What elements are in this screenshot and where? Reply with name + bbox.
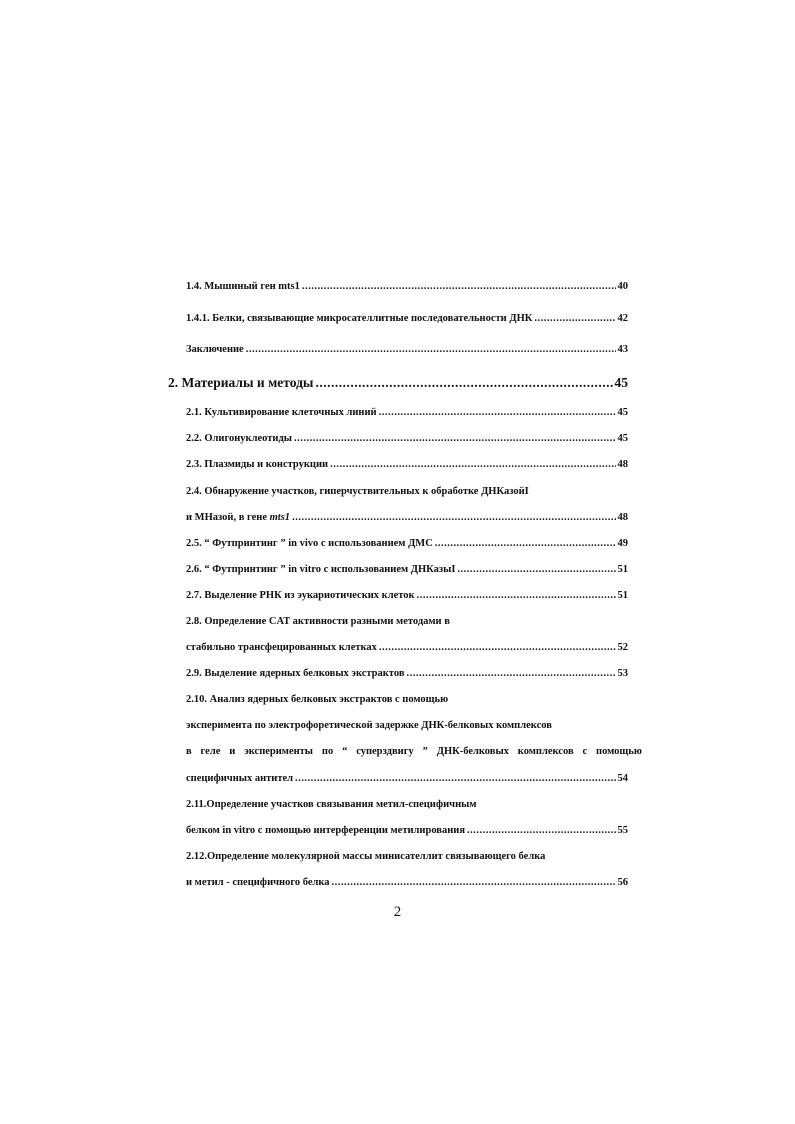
word: эксперименты [244,746,314,757]
page-number: 2 [393,904,402,920]
toc-entry-2-12-line1: 2.12.Определение молекулярной массы минисателлит связывающего белка [186,851,546,862]
toc-entry-2-10 [186,772,628,786]
word: ” [422,746,428,757]
toc-entry-2-10-line2: эксперимента по электрофоретической задержке ДНК-белковых комплексов [186,720,552,731]
toc-entry-page: 40 [617,281,628,292]
toc-entry-2-11 [186,824,628,838]
toc-entry-title: 2.3. Плазмиды и конструкции [186,459,329,470]
toc-entry-2-4 [186,511,628,525]
toc-chapter-2 [168,374,628,392]
toc-entry-1-4-1 [186,312,628,326]
toc-entry-2-8-line1: 2.8. Определение CAT активности разными методами в [186,616,450,627]
word: помощью [596,746,642,757]
toc-leader-dots [457,563,615,577]
word: и [229,746,236,757]
toc-leader-dots [379,406,616,420]
toc-entry-title: и метил - специфичного белка [186,877,330,888]
toc-entry-page: 45 [617,407,628,418]
toc-leader-dots [315,374,612,392]
toc-leader-dots [534,312,615,326]
toc-entry-title: и МНазой, в гене mts1 [186,512,291,523]
toc-entry-2-8 [186,641,628,655]
word: по [321,746,334,757]
toc-entry-page: 49 [617,538,628,549]
gene-name: mts1 [269,512,291,523]
toc-entry-page: 52 [617,642,628,653]
toc-entry-title: 1.4.1. Белки, связывающие микросателлитные последовательности ДНК [186,313,533,324]
toc-entry-2-7 [186,589,628,603]
toc-leader-dots [467,824,615,838]
toc-entry-2-4-line1: 2.4. Обнаружение участков, гиперчуствительных к обработке ДНКазойI [186,486,529,497]
toc-entry-title: 2.5. “ Футпринтинг ” in vivo с использованием ДМС [186,538,433,549]
toc-entry-2-5 [186,537,628,551]
toc-entry-page: 56 [617,877,628,888]
toc-entry-page: 51 [617,564,628,575]
toc-entry-2-6 [186,563,628,577]
toc-entry-page: 48 [617,459,628,470]
word: суперздвигу [356,746,414,757]
word: “ [342,746,348,757]
toc-entry-1-4 [186,280,628,294]
toc-leader-dots [302,280,616,294]
toc-leader-dots [435,537,616,551]
toc-entry-page: 42 [617,313,628,324]
word: комплексов [517,746,574,757]
toc-entry-title: белком in vitro с помощью интерференции метилирования [186,825,466,836]
toc-entry-page: 54 [617,773,628,784]
word: с [582,746,588,757]
toc-entry-title: 2.2. Олигонуклеотиды [186,433,292,444]
toc-entry-2-2 [186,432,628,446]
toc-entry-title: 2.7. Выделение РНК из эукариотических клеток [186,590,415,601]
toc-entry-2-12 [186,876,628,890]
toc-entry-page: 55 [617,825,628,836]
toc-entry-title: специфичных антител [186,773,294,784]
toc-entry-2-9 [186,667,628,681]
toc-entry-title: 1.4. Мышиный ген mts1 [186,281,300,292]
toc-entry-title: 2.1. Культивирование клеточных линий [186,407,377,418]
toc-entry-2-11-line1: 2.11.Определение участков связывания метил-специфичным [186,799,477,810]
toc-entry-page: 51 [617,590,628,601]
toc-leader-dots [417,589,616,603]
toc-entry-2-10-line1: 2.10. Анализ ядерных белковых экстрактов с помощью [186,694,449,705]
toc-entry-page: 43 [617,344,628,355]
toc-leader-dots [246,343,616,357]
toc-leader-dots [332,876,616,890]
toc-leader-dots [379,641,616,655]
toc-entry-2-1 [186,406,628,420]
toc-leader-dots [295,772,615,786]
word: ДНК-белковых [436,746,509,757]
toc-entry-2-3 [186,458,628,472]
word: геле [200,746,221,757]
toc-chapter-title: 2. Материалы и методы [168,375,314,390]
toc-entry-conclusion [186,343,628,357]
toc-leader-dots [330,458,615,472]
word: в [186,746,192,757]
toc-entry-page: 48 [617,512,628,523]
toc-leader-dots [292,511,615,525]
toc-entry-title: 2.6. “ Футпринтинг ” in vitro с использованием ДНКазыI [186,564,456,575]
toc-leader-dots [407,667,616,681]
toc-entry-title: Заключение [186,344,244,355]
toc-entry-page: 45 [617,433,628,444]
toc-chapter-page: 45 [614,375,628,390]
toc-entry-page: 53 [617,668,628,679]
toc-entry-2-10-line3 [186,745,642,759]
toc-entry-title: стабильно трансфецированных клетках [186,642,377,653]
toc-entry-title: 2.9. Выделение ядерных белковых экстрактов [186,668,405,679]
toc-leader-dots [294,432,616,446]
